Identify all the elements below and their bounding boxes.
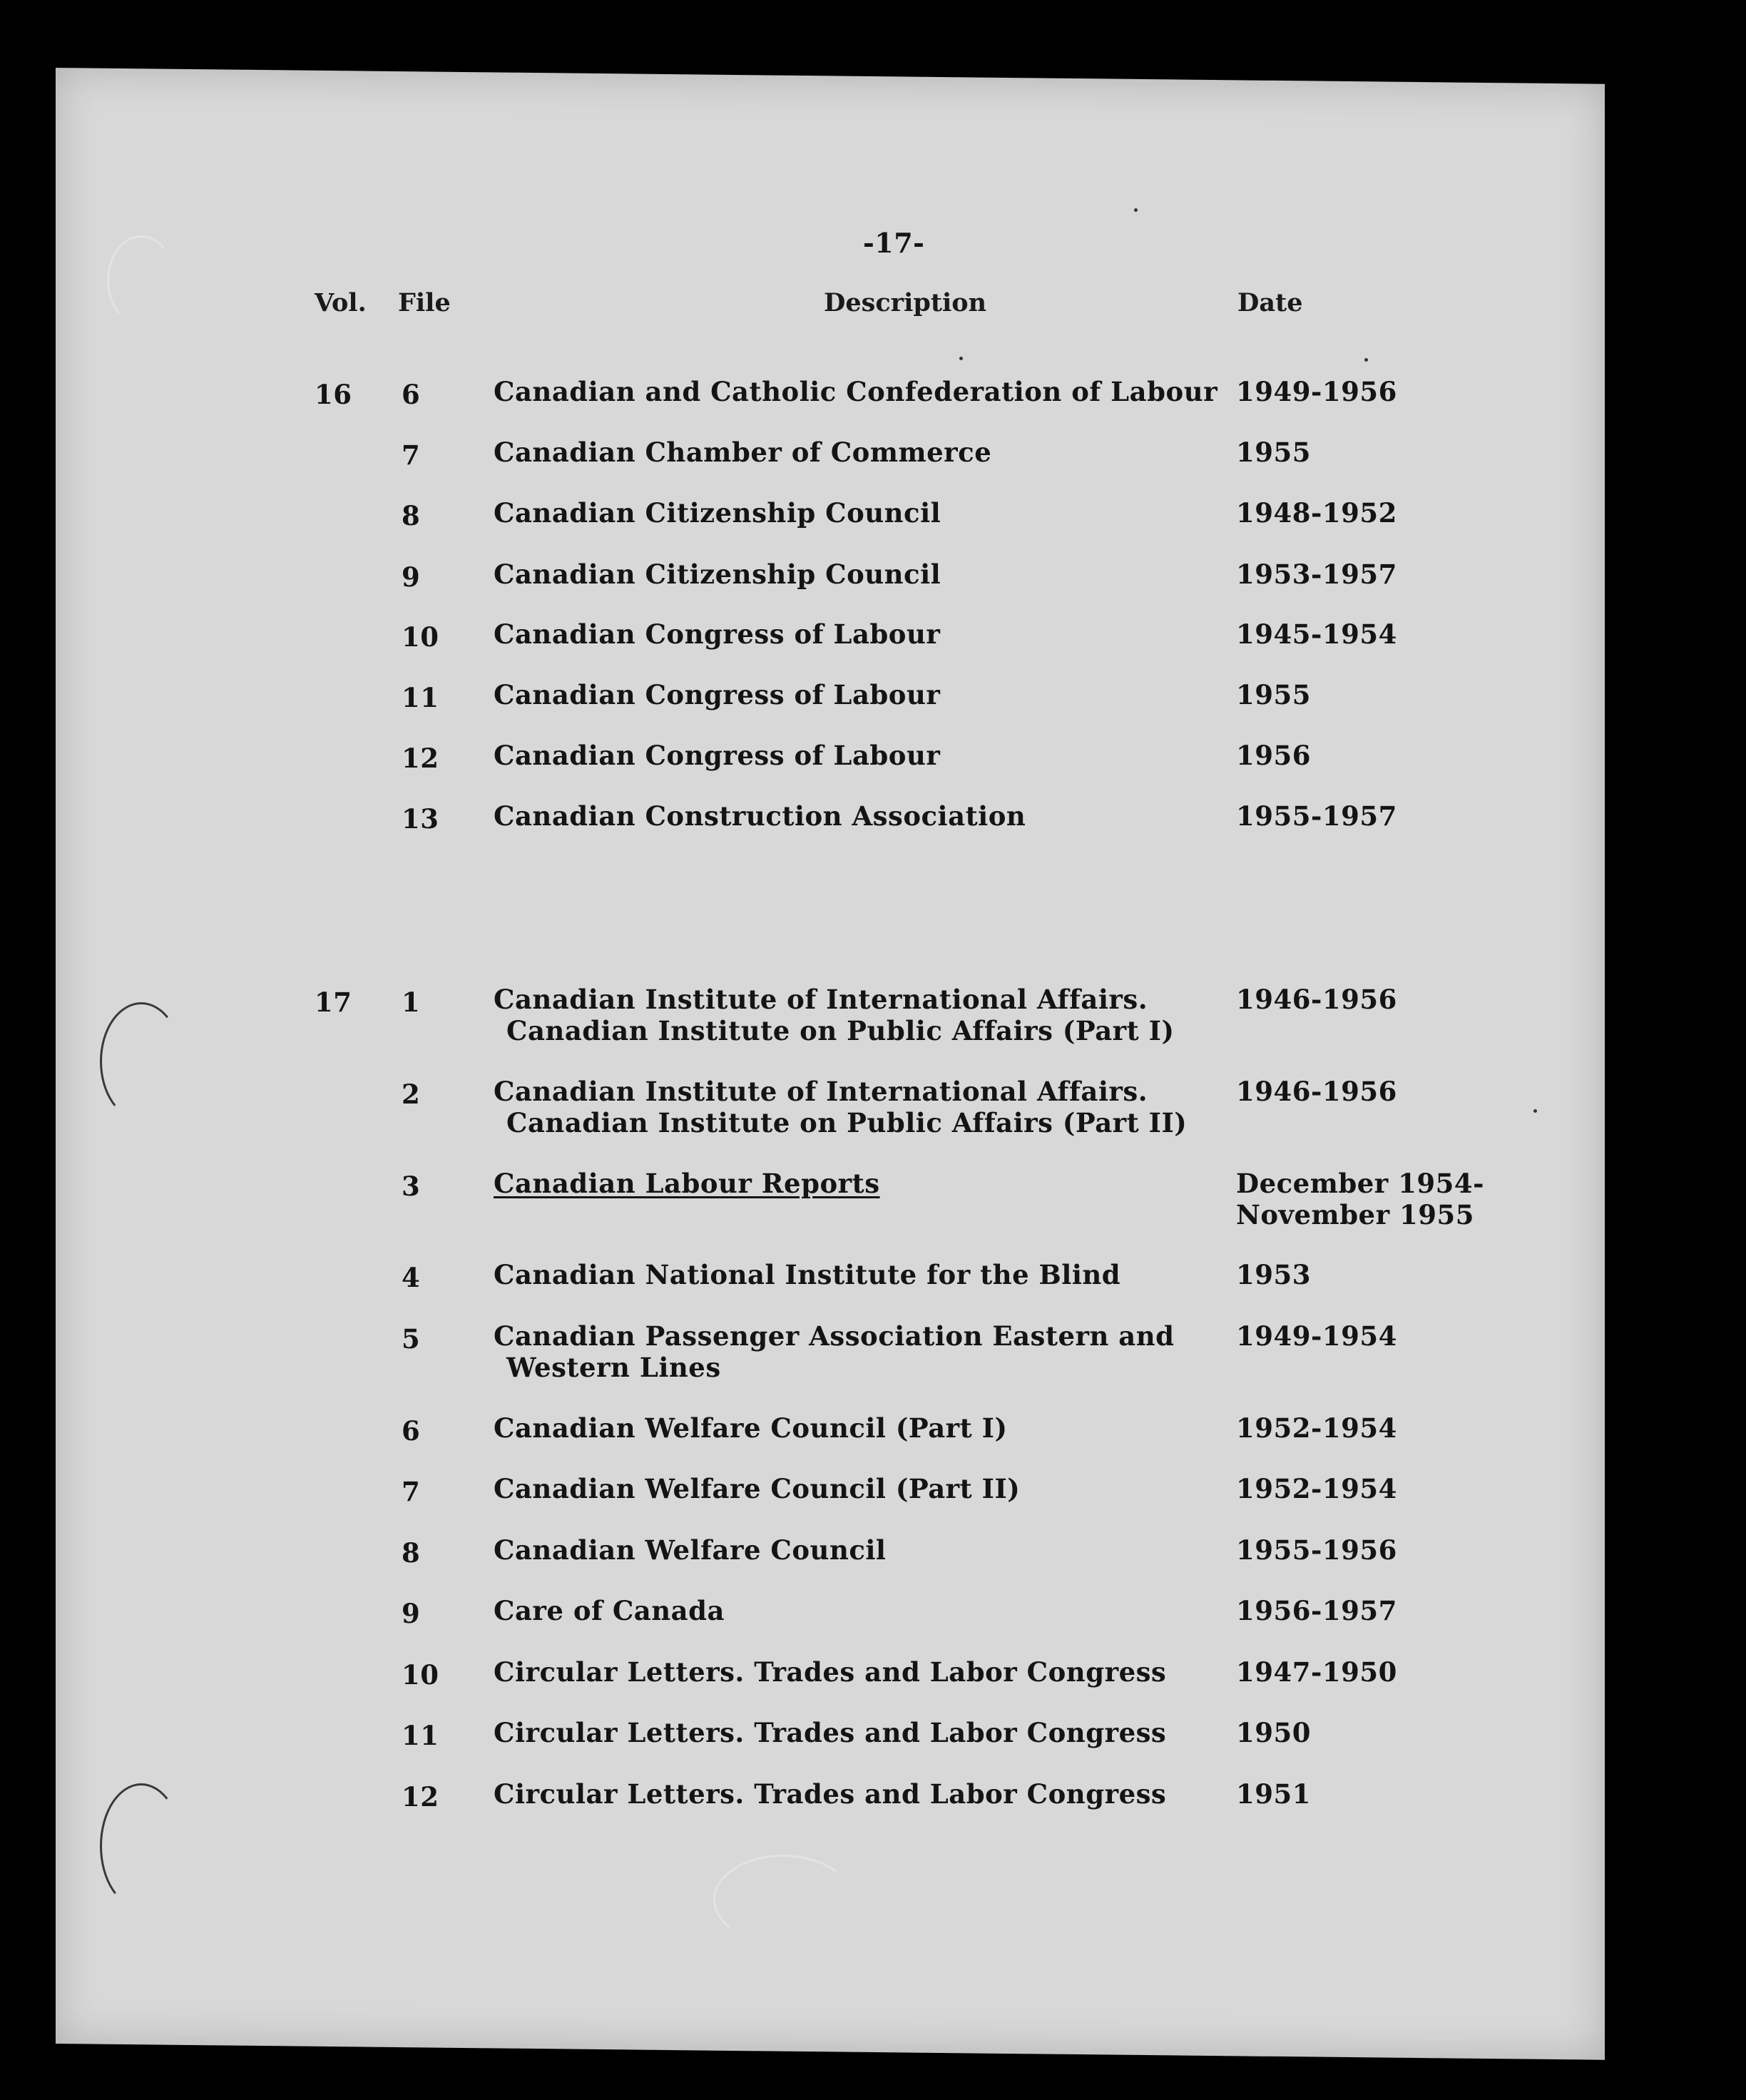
description: Canadian and Catholic Confederation of Labour	[494, 376, 1218, 407]
file-number: 7	[402, 1476, 421, 1507]
scan-speck	[1134, 208, 1138, 212]
volume-number: 17	[315, 987, 352, 1018]
file-number: 10	[402, 621, 439, 653]
date: 1953-1957	[1236, 559, 1397, 590]
date: 1946-1956	[1236, 984, 1397, 1015]
description: Canadian Welfare Council (Part II)	[494, 1473, 1021, 1504]
file-number: 6	[402, 379, 421, 410]
file-number: 1	[402, 987, 421, 1018]
date: 1952-1954	[1236, 1473, 1397, 1504]
date: 1953	[1236, 1259, 1311, 1290]
date: 1948-1952	[1236, 497, 1397, 529]
file-number: 8	[402, 500, 421, 531]
scan-mark	[100, 1002, 183, 1121]
file-number: 2	[402, 1079, 421, 1110]
header-file: File	[398, 288, 451, 317]
header-vol: Vol.	[315, 288, 367, 317]
description-line: Western Lines	[506, 1352, 721, 1383]
file-number: 12	[402, 1781, 439, 1813]
file-number: 7	[402, 439, 421, 471]
file-number: 4	[402, 1262, 421, 1293]
description-line: Canadian Passenger Association Eastern and	[494, 1320, 1175, 1352]
description: Canadian Congress of Labour	[494, 618, 941, 650]
description: Care of Canada	[494, 1595, 725, 1626]
description: Canadian Welfare Council	[494, 1534, 887, 1566]
file-number: 12	[402, 743, 439, 774]
date-line: November 1955	[1236, 1199, 1474, 1230]
description	[494, 1320, 1175, 1383]
date: 1951	[1236, 1778, 1311, 1810]
scan-speck	[1364, 358, 1368, 362]
date: 1956-1957	[1236, 1595, 1397, 1626]
date: 1946-1956	[1236, 1076, 1397, 1107]
file-number: 8	[402, 1537, 421, 1569]
scan-mark	[713, 1855, 853, 1944]
description: Canadian Congress of Labour	[494, 740, 941, 771]
description: Canadian Construction Association	[494, 800, 1026, 832]
description-line: Canadian Institute of International Affairs.	[494, 984, 1148, 1015]
file-number: 3	[402, 1171, 421, 1202]
file-number: 13	[402, 803, 439, 835]
date: 1949-1956	[1236, 376, 1397, 407]
file-number: 5	[402, 1323, 421, 1355]
page-number: -17-	[863, 227, 925, 259]
file-number: 10	[402, 1659, 439, 1691]
date: 1955	[1236, 679, 1311, 710]
date: 1947-1950	[1236, 1656, 1397, 1688]
volume-number: 16	[315, 379, 352, 410]
description	[494, 1076, 1187, 1138]
description	[494, 984, 1174, 1046]
description: Circular Letters. Trades and Labor Congress	[494, 1778, 1167, 1810]
description: Canadian Welfare Council (Part I)	[494, 1412, 1008, 1444]
description-line: Canadian Institute on Public Affairs (Part II)	[506, 1107, 1188, 1138]
file-number: 11	[402, 682, 439, 713]
description: Canadian Citizenship Council	[494, 497, 941, 529]
scan-mark	[107, 235, 175, 325]
header-date: Date	[1237, 288, 1303, 317]
date	[1236, 1168, 1484, 1230]
description: Canadian Citizenship Council	[494, 559, 941, 590]
description: Canadian Congress of Labour	[494, 679, 941, 710]
file-number: 11	[402, 1720, 439, 1751]
file-number: 9	[402, 1598, 421, 1629]
date: 1945-1954	[1236, 618, 1397, 650]
scan-speck	[959, 357, 963, 360]
description: Canadian National Institute for the Blind	[494, 1259, 1121, 1290]
description-line: Canadian Institute of International Affairs.	[494, 1076, 1148, 1107]
description: Circular Letters. Trades and Labor Congress	[494, 1656, 1167, 1688]
file-number: 9	[402, 561, 421, 593]
date: 1952-1954	[1236, 1412, 1397, 1444]
date: 1956	[1236, 740, 1311, 771]
scan-speck	[1533, 1109, 1537, 1113]
date: 1950	[1236, 1717, 1311, 1748]
description: Canadian Labour Reports	[494, 1168, 880, 1199]
document-page	[56, 68, 1605, 2060]
header-description: Description	[824, 288, 987, 317]
date: 1955-1957	[1236, 800, 1397, 832]
description: Canadian Chamber of Commerce	[494, 437, 992, 468]
date: 1949-1954	[1236, 1320, 1397, 1352]
date: 1955	[1236, 437, 1311, 468]
file-number: 6	[402, 1415, 421, 1447]
date-line: December 1954-	[1236, 1168, 1484, 1199]
scan-mark	[100, 1783, 183, 1909]
description-line: Canadian Institute on Public Affairs (Part I)	[506, 1015, 1175, 1046]
description: Circular Letters. Trades and Labor Congress	[494, 1717, 1167, 1748]
date: 1955-1956	[1236, 1534, 1397, 1566]
